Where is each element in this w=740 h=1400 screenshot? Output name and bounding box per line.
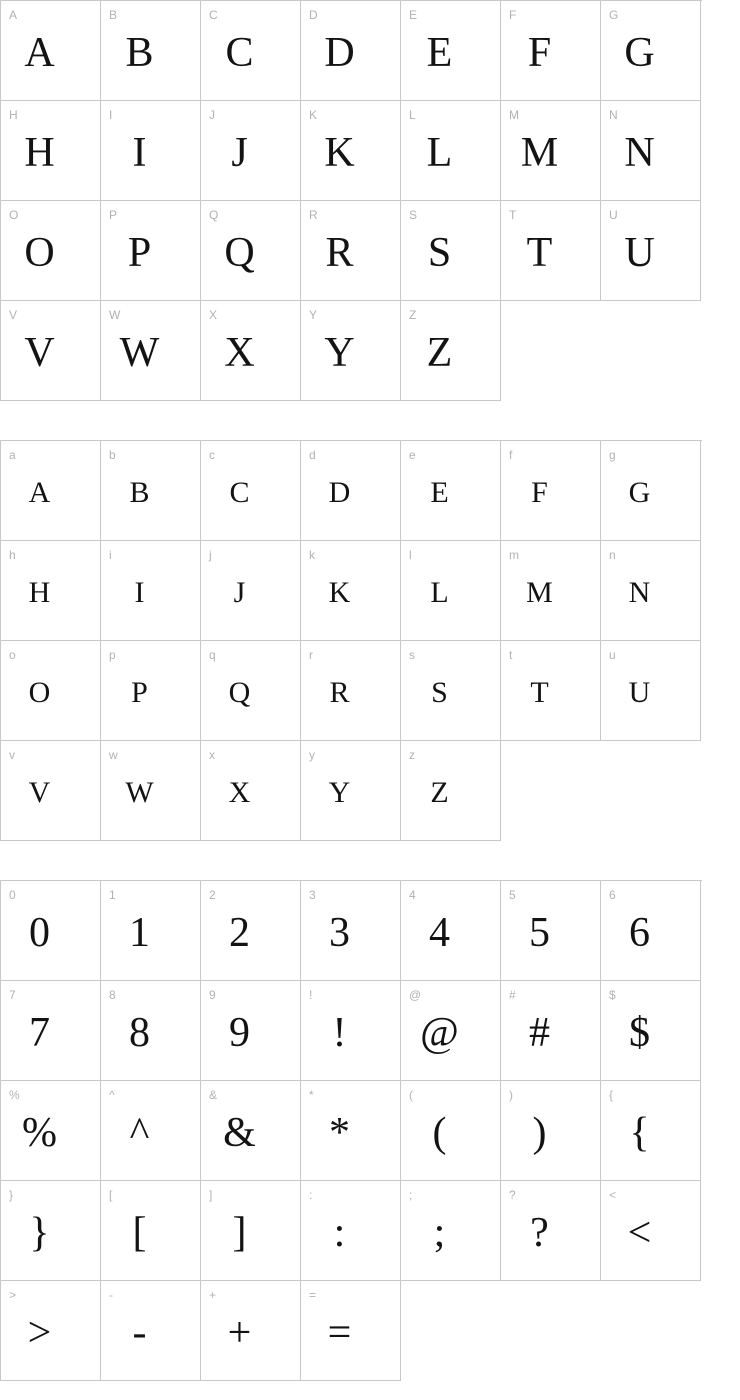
cell-label: L bbox=[409, 108, 416, 122]
cell-label: ! bbox=[309, 988, 313, 1002]
cell-glyph: & bbox=[223, 1109, 256, 1156]
cell-glyph: * bbox=[329, 1109, 350, 1156]
lowercase-glyph-grid bbox=[0, 440, 702, 841]
glyph-cell bbox=[401, 301, 501, 401]
cell-label: E bbox=[409, 8, 418, 22]
glyph-cell bbox=[601, 201, 701, 301]
cell-label: & bbox=[209, 1088, 218, 1102]
cell-label: O bbox=[9, 208, 19, 222]
glyph-cell bbox=[501, 981, 601, 1081]
glyph-cell bbox=[201, 1181, 301, 1281]
cell-glyph: X bbox=[228, 775, 251, 809]
cell-label: C bbox=[209, 8, 218, 22]
cell-label: h bbox=[9, 548, 16, 562]
glyph-cell bbox=[601, 641, 701, 741]
cell-label: G bbox=[609, 8, 619, 22]
cell-label: V bbox=[9, 308, 18, 322]
cell-label: ? bbox=[509, 1188, 516, 1202]
cell-glyph: { bbox=[629, 1109, 650, 1156]
cell-label: e bbox=[409, 448, 416, 462]
cell-label: A bbox=[9, 8, 18, 22]
cell-glyph: E bbox=[426, 29, 453, 76]
glyph-cell bbox=[501, 881, 601, 981]
cell-label: ( bbox=[409, 1088, 413, 1102]
cell-label: ^ bbox=[109, 1088, 115, 1102]
glyph-cell bbox=[201, 1081, 301, 1181]
cell-glyph: O bbox=[28, 675, 51, 709]
cell-glyph: K bbox=[324, 129, 355, 176]
cell-glyph: T bbox=[526, 229, 553, 276]
cell-glyph: R bbox=[325, 229, 354, 276]
cell-label: f bbox=[509, 448, 513, 462]
glyph-cell bbox=[501, 201, 601, 301]
cell-label: p bbox=[109, 648, 116, 662]
glyph-cell bbox=[301, 741, 401, 841]
cell-glyph: W bbox=[125, 775, 154, 809]
cell-label: [ bbox=[109, 1188, 113, 1202]
cell-glyph: O bbox=[24, 229, 55, 276]
cell-label: b bbox=[109, 448, 116, 462]
uppercase-glyph-grid bbox=[0, 0, 702, 401]
glyph-cell bbox=[601, 101, 701, 201]
cell-label: o bbox=[9, 648, 16, 662]
glyph-cell bbox=[1, 201, 101, 301]
cell-glyph: P bbox=[127, 229, 152, 276]
cell-glyph: D bbox=[328, 475, 351, 509]
cell-glyph: 8 bbox=[129, 1009, 150, 1056]
glyph-cell bbox=[101, 101, 201, 201]
glyph-cell bbox=[201, 1, 301, 101]
cell-label: r bbox=[309, 648, 313, 662]
cell-glyph: X bbox=[224, 329, 255, 376]
cell-label: Y bbox=[309, 308, 318, 322]
glyph-cell bbox=[601, 981, 701, 1081]
glyph-cell bbox=[501, 1181, 601, 1281]
glyph-cell bbox=[201, 301, 301, 401]
glyph-cell bbox=[1, 1281, 101, 1381]
cell-label: U bbox=[609, 208, 618, 222]
cell-label: K bbox=[309, 108, 318, 122]
cell-glyph: I bbox=[134, 575, 145, 609]
glyph-cell bbox=[301, 1, 401, 101]
cell-label: > bbox=[9, 1288, 17, 1302]
cell-glyph: W bbox=[119, 329, 160, 376]
glyph-cell bbox=[601, 1, 701, 101]
cell-glyph: E bbox=[430, 475, 449, 509]
glyph-cell bbox=[401, 981, 501, 1081]
cell-glyph: Z bbox=[430, 775, 449, 809]
cell-glyph: I bbox=[132, 129, 147, 176]
glyph-cell bbox=[201, 981, 301, 1081]
glyph-cell bbox=[501, 441, 601, 541]
cell-glyph: ) bbox=[532, 1109, 547, 1156]
glyph-cell bbox=[1, 301, 101, 401]
cell-label: R bbox=[309, 208, 318, 222]
cell-glyph: 4 bbox=[429, 909, 450, 956]
cell-label: k bbox=[309, 548, 315, 562]
cell-glyph: H bbox=[28, 575, 51, 609]
glyph-cell bbox=[401, 441, 501, 541]
cell-glyph: B bbox=[129, 475, 150, 509]
cell-glyph: M bbox=[520, 129, 559, 176]
cell-glyph: 1 bbox=[129, 909, 150, 956]
cell-glyph: 9 bbox=[229, 1009, 250, 1056]
glyph-cell bbox=[101, 1, 201, 101]
cell-label: M bbox=[509, 108, 519, 122]
glyph-cell bbox=[1, 981, 101, 1081]
glyph-cell bbox=[401, 641, 501, 741]
cell-glyph: U bbox=[624, 229, 655, 276]
cell-label: # bbox=[509, 988, 516, 1002]
glyph-cell bbox=[1, 441, 101, 541]
cell-label: - bbox=[109, 1288, 113, 1302]
cell-glyph: < bbox=[627, 1209, 652, 1256]
cell-glyph: A bbox=[24, 29, 55, 76]
cell-label: s bbox=[409, 648, 415, 662]
cell-glyph: 6 bbox=[629, 909, 650, 956]
cell-label: F bbox=[509, 8, 517, 22]
cell-glyph: % bbox=[22, 1109, 57, 1156]
cell-label: T bbox=[509, 208, 517, 222]
cell-label: P bbox=[109, 208, 118, 222]
glyph-cell bbox=[301, 101, 401, 201]
glyph-cell bbox=[1, 541, 101, 641]
glyph-cell bbox=[301, 881, 401, 981]
cell-label: 8 bbox=[109, 988, 116, 1002]
cell-glyph: H bbox=[24, 129, 55, 176]
cell-label: ] bbox=[209, 1188, 213, 1202]
glyph-cell bbox=[401, 881, 501, 981]
cell-glyph: : bbox=[333, 1209, 346, 1256]
cell-label: * bbox=[309, 1088, 314, 1102]
cell-glyph: Y bbox=[324, 329, 355, 376]
cell-label: Q bbox=[209, 208, 219, 222]
cell-glyph: ( bbox=[432, 1109, 447, 1156]
glyph-cell bbox=[201, 101, 301, 201]
cell-label: D bbox=[309, 8, 318, 22]
cell-glyph: } bbox=[29, 1209, 50, 1256]
cell-glyph: C bbox=[229, 475, 250, 509]
glyph-cell bbox=[401, 201, 501, 301]
cell-glyph: 0 bbox=[29, 909, 50, 956]
cell-label: 6 bbox=[609, 888, 616, 902]
cell-glyph: V bbox=[24, 329, 55, 376]
glyph-cell bbox=[201, 201, 301, 301]
cell-glyph: R bbox=[329, 675, 350, 709]
cell-label: ; bbox=[409, 1188, 413, 1202]
glyph-cell bbox=[301, 201, 401, 301]
glyph-cell bbox=[301, 1281, 401, 1381]
cell-glyph: L bbox=[430, 575, 449, 609]
cell-label: { bbox=[609, 1088, 614, 1102]
cell-label: 4 bbox=[409, 888, 416, 902]
cell-label: = bbox=[309, 1288, 317, 1302]
cell-glyph: K bbox=[328, 575, 351, 609]
cell-glyph: [ bbox=[132, 1209, 147, 1256]
cell-label: J bbox=[209, 108, 215, 122]
cell-label: w bbox=[109, 748, 118, 762]
glyph-cell bbox=[101, 741, 201, 841]
cell-label: } bbox=[9, 1188, 14, 1202]
cell-glyph: ! bbox=[332, 1009, 347, 1056]
cell-label: 9 bbox=[209, 988, 216, 1002]
cell-glyph: 2 bbox=[229, 909, 250, 956]
glyph-cell bbox=[101, 981, 201, 1081]
cell-label: c bbox=[209, 448, 215, 462]
glyph-cell bbox=[301, 441, 401, 541]
glyph-cell bbox=[1, 741, 101, 841]
glyph-cell bbox=[1, 641, 101, 741]
glyph-cell bbox=[301, 301, 401, 401]
cell-glyph: S bbox=[427, 229, 452, 276]
glyph-cell bbox=[1, 881, 101, 981]
symbols-glyph-grid bbox=[0, 880, 702, 1381]
cell-label: l bbox=[409, 548, 412, 562]
glyph-cell bbox=[401, 741, 501, 841]
cell-label: g bbox=[609, 448, 616, 462]
glyph-cell bbox=[301, 641, 401, 741]
cell-label: 5 bbox=[509, 888, 516, 902]
cell-glyph: T bbox=[530, 675, 549, 709]
cell-glyph: N bbox=[624, 129, 655, 176]
cell-glyph: P bbox=[131, 675, 148, 709]
cell-glyph: A bbox=[28, 475, 51, 509]
cell-label: i bbox=[109, 548, 112, 562]
cell-label: $ bbox=[609, 988, 616, 1002]
cell-label: t bbox=[509, 648, 513, 662]
cell-label: @ bbox=[409, 988, 422, 1002]
cell-label: n bbox=[609, 548, 616, 562]
glyph-cell bbox=[301, 1181, 401, 1281]
cell-label: S bbox=[409, 208, 418, 222]
cell-label: % bbox=[9, 1088, 20, 1102]
cell-glyph: Z bbox=[426, 329, 453, 376]
cell-glyph: 7 bbox=[29, 1009, 50, 1056]
cell-label: ) bbox=[509, 1088, 513, 1102]
glyph-cell bbox=[201, 1281, 301, 1381]
cell-label: 3 bbox=[309, 888, 316, 902]
cell-glyph: Q bbox=[224, 229, 255, 276]
cell-glyph: S bbox=[431, 675, 448, 709]
glyph-cell bbox=[1, 101, 101, 201]
glyph-cell bbox=[1, 1181, 101, 1281]
glyph-cell bbox=[201, 541, 301, 641]
glyph-cell bbox=[101, 201, 201, 301]
glyph-cell bbox=[401, 1181, 501, 1281]
cell-label: B bbox=[109, 8, 118, 22]
cell-glyph: $ bbox=[629, 1009, 650, 1056]
cell-glyph: D bbox=[324, 29, 355, 76]
cell-glyph: U bbox=[628, 675, 651, 709]
glyph-cell bbox=[601, 881, 701, 981]
glyph-cell bbox=[301, 981, 401, 1081]
cell-glyph: - bbox=[132, 1309, 147, 1356]
glyph-cell bbox=[101, 301, 201, 401]
cell-glyph: @ bbox=[420, 1009, 459, 1056]
cell-glyph: L bbox=[426, 129, 453, 176]
glyph-cell bbox=[201, 441, 301, 541]
cell-glyph: C bbox=[225, 29, 254, 76]
glyph-cell bbox=[1, 1, 101, 101]
cell-glyph: J bbox=[231, 129, 248, 176]
glyph-cell bbox=[501, 1081, 601, 1181]
cell-label: u bbox=[609, 648, 616, 662]
cell-glyph: G bbox=[628, 475, 651, 509]
glyph-cell bbox=[501, 1, 601, 101]
glyph-cell bbox=[401, 1, 501, 101]
glyph-cell bbox=[601, 1181, 701, 1281]
cell-label: X bbox=[209, 308, 218, 322]
cell-glyph: F bbox=[531, 475, 548, 509]
cell-label: N bbox=[609, 108, 618, 122]
glyph-cell bbox=[101, 441, 201, 541]
cell-glyph: 5 bbox=[529, 909, 550, 956]
cell-label: y bbox=[309, 748, 315, 762]
glyph-cell bbox=[601, 1081, 701, 1181]
glyph-cell bbox=[401, 101, 501, 201]
cell-label: 1 bbox=[109, 888, 116, 902]
cell-glyph: Y bbox=[328, 775, 351, 809]
glyph-cell bbox=[201, 881, 301, 981]
glyph-cell bbox=[401, 541, 501, 641]
glyph-cell bbox=[501, 541, 601, 641]
glyph-cell bbox=[101, 881, 201, 981]
glyph-cell bbox=[301, 1081, 401, 1181]
cell-glyph: = bbox=[327, 1309, 352, 1356]
cell-label: 2 bbox=[209, 888, 216, 902]
cell-glyph: V bbox=[28, 775, 51, 809]
glyph-cell bbox=[401, 1081, 501, 1181]
cell-label: W bbox=[109, 308, 121, 322]
cell-glyph: # bbox=[529, 1009, 550, 1056]
cell-label: q bbox=[209, 648, 216, 662]
cell-glyph: ? bbox=[530, 1209, 549, 1256]
cell-label: j bbox=[209, 548, 212, 562]
cell-label: < bbox=[609, 1188, 617, 1202]
glyph-cell bbox=[501, 641, 601, 741]
glyph-cell bbox=[101, 1181, 201, 1281]
cell-label: z bbox=[409, 748, 415, 762]
cell-glyph: ] bbox=[232, 1209, 247, 1256]
cell-label: x bbox=[209, 748, 215, 762]
glyph-cell bbox=[601, 441, 701, 541]
cell-glyph: F bbox=[527, 29, 552, 76]
cell-glyph: > bbox=[27, 1309, 52, 1356]
glyph-cell bbox=[101, 1081, 201, 1181]
cell-glyph: ^ bbox=[129, 1109, 150, 1156]
cell-glyph: M bbox=[526, 575, 553, 609]
cell-glyph: + bbox=[227, 1309, 252, 1356]
cell-glyph: N bbox=[628, 575, 651, 609]
cell-label: d bbox=[309, 448, 316, 462]
cell-glyph: J bbox=[233, 575, 246, 609]
glyph-cell bbox=[201, 641, 301, 741]
cell-label: 7 bbox=[9, 988, 16, 1002]
cell-label: Z bbox=[409, 308, 417, 322]
glyph-cell bbox=[1, 1081, 101, 1181]
cell-label: a bbox=[9, 448, 16, 462]
glyph-cell bbox=[101, 1281, 201, 1381]
cell-glyph: 3 bbox=[329, 909, 350, 956]
glyph-cell bbox=[601, 541, 701, 641]
cell-label: : bbox=[309, 1188, 313, 1202]
cell-label: I bbox=[109, 108, 113, 122]
cell-label: m bbox=[509, 548, 519, 562]
glyph-cell bbox=[301, 541, 401, 641]
cell-glyph: B bbox=[125, 29, 154, 76]
cell-label: 0 bbox=[9, 888, 16, 902]
glyph-cell bbox=[501, 101, 601, 201]
cell-glyph: Q bbox=[228, 675, 251, 709]
cell-label: + bbox=[209, 1288, 217, 1302]
cell-glyph: G bbox=[624, 29, 655, 76]
cell-label: v bbox=[9, 748, 15, 762]
cell-glyph: ; bbox=[433, 1209, 446, 1256]
glyph-cell bbox=[101, 641, 201, 741]
glyph-cell bbox=[101, 541, 201, 641]
cell-label: H bbox=[9, 108, 18, 122]
glyph-cell bbox=[201, 741, 301, 841]
